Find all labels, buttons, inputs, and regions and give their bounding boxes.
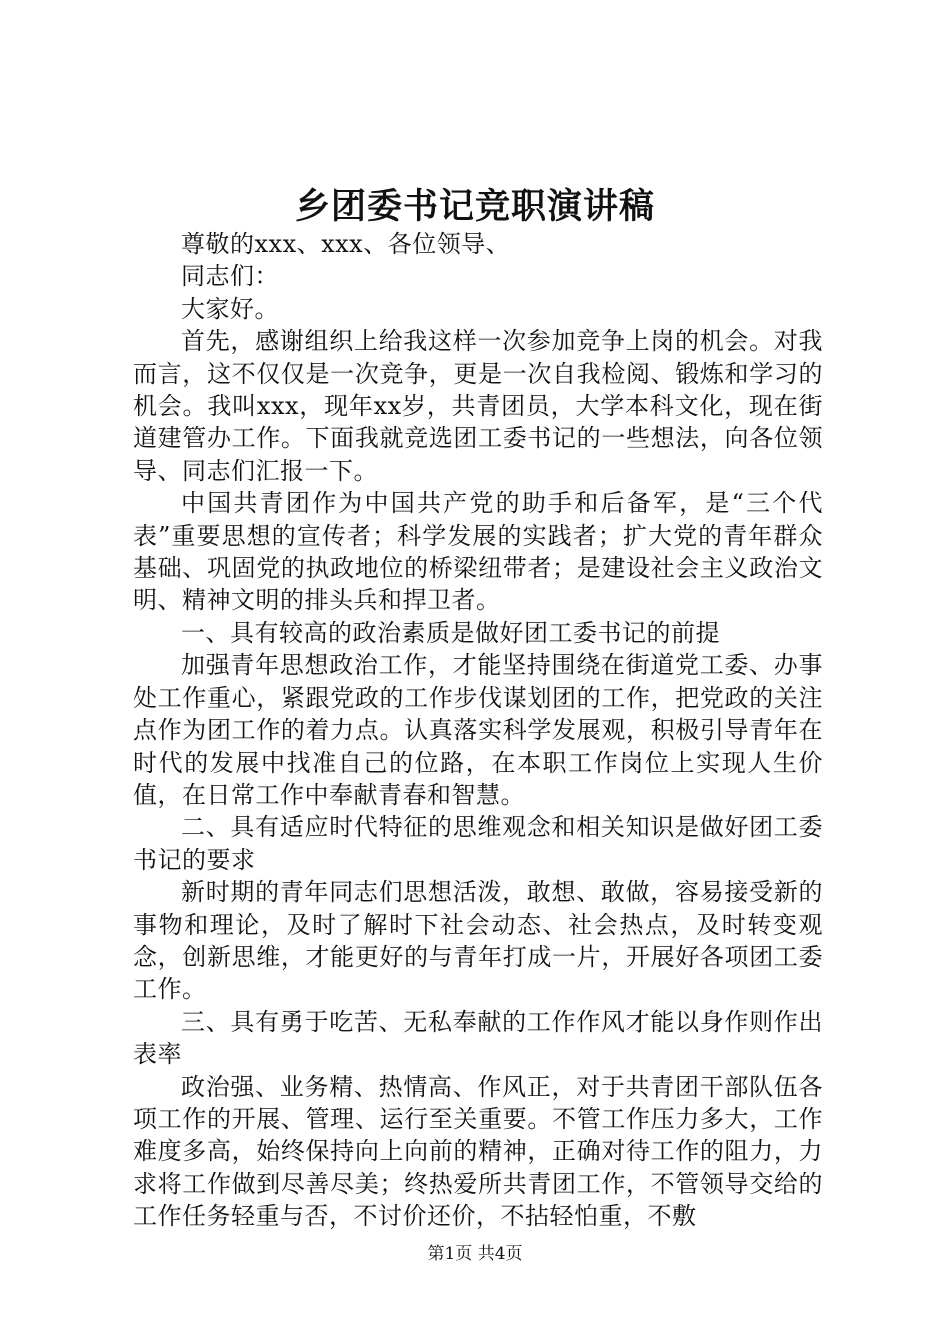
paragraph-section-2: 新时期的青年同志们思想活泼，敢想、敢做，容易接受新的事物和理论，及时了解时下社会动态、社会热点，及时转变观念，创新思维，才能更好的与青年打成一片，开展好各项团工委工作。 [133, 878, 823, 1004]
document-body [133, 228, 823, 1233]
page-number-footer: 第1页 共4页 [427, 1244, 523, 1264]
paragraph-intro: 首先，感谢组织上给我这样一次参加竞争上岗的机会。对我而言，这不仅仅是一次竞争，更是一次自我检阅、锻炼和学习的机会。我叫xxx，现年xx岁，共青团员，大学本科文化，现在街道建管办工作。下面我就竞选团工委书记的一些想法，向各位领导、同志们汇报一下。 [133, 327, 823, 485]
section-heading-3: 三、具有勇于吃苦、无私奉献的工作作风才能以身作则作出表率 [133, 1007, 823, 1069]
section-heading-2: 二、具有适应时代特征的思维观念和相关知识是做好团工委书记的要求 [133, 813, 823, 874]
salutation-line-1: 尊敬的xxx、xxx、各位领导、 [181, 230, 511, 258]
section-heading-1: 一、具有较高的政治素质是做好团工委书记的前提 [181, 618, 720, 647]
paragraph-section-1: 加强青年思想政治工作，才能坚持围绕在街道党工委、办事处工作重心，紧跟党政的工作步伐谋划团的工作，把党政的关注点作为团工作的着力点。认真落实科学发展观，积极引导青年在时代的发展中找准自己的位路，在本职工作岗位上实现人生价值，在日常工作中奉献青春和智慧。 [133, 651, 823, 809]
document-title: 乡团委书记竞职演讲稿 [294, 186, 655, 227]
salutation-line-2: 同志们： [181, 262, 279, 291]
paragraph-section-3: 政治强、业务精、热情高、作风正，对于共青团干部队伍各项工作的开展、管理、运行至关重要。不管工作压力多大，工作难度多高，始终保持向上向前的精神，正确对待工作的阻力，力求将工作做到尽善尽美；终热爱所共青团工作，不管领导交给的工作任务轻重与否，不讨价还价，不拈轻怕重，不敷 [133, 1072, 823, 1231]
greeting-line: 大家好。 [181, 294, 279, 323]
paragraph-youth-league: 中国共青团作为中国共产党的助手和后备军，是“三个代表”重要思想的宣传者；科学发展的实践者；扩大党的青年群众基础、巩固党的执政地位的桥梁纽带者；是建设社会主义政治文明、精神文明的排头兵和捍卫者。 [133, 489, 823, 615]
